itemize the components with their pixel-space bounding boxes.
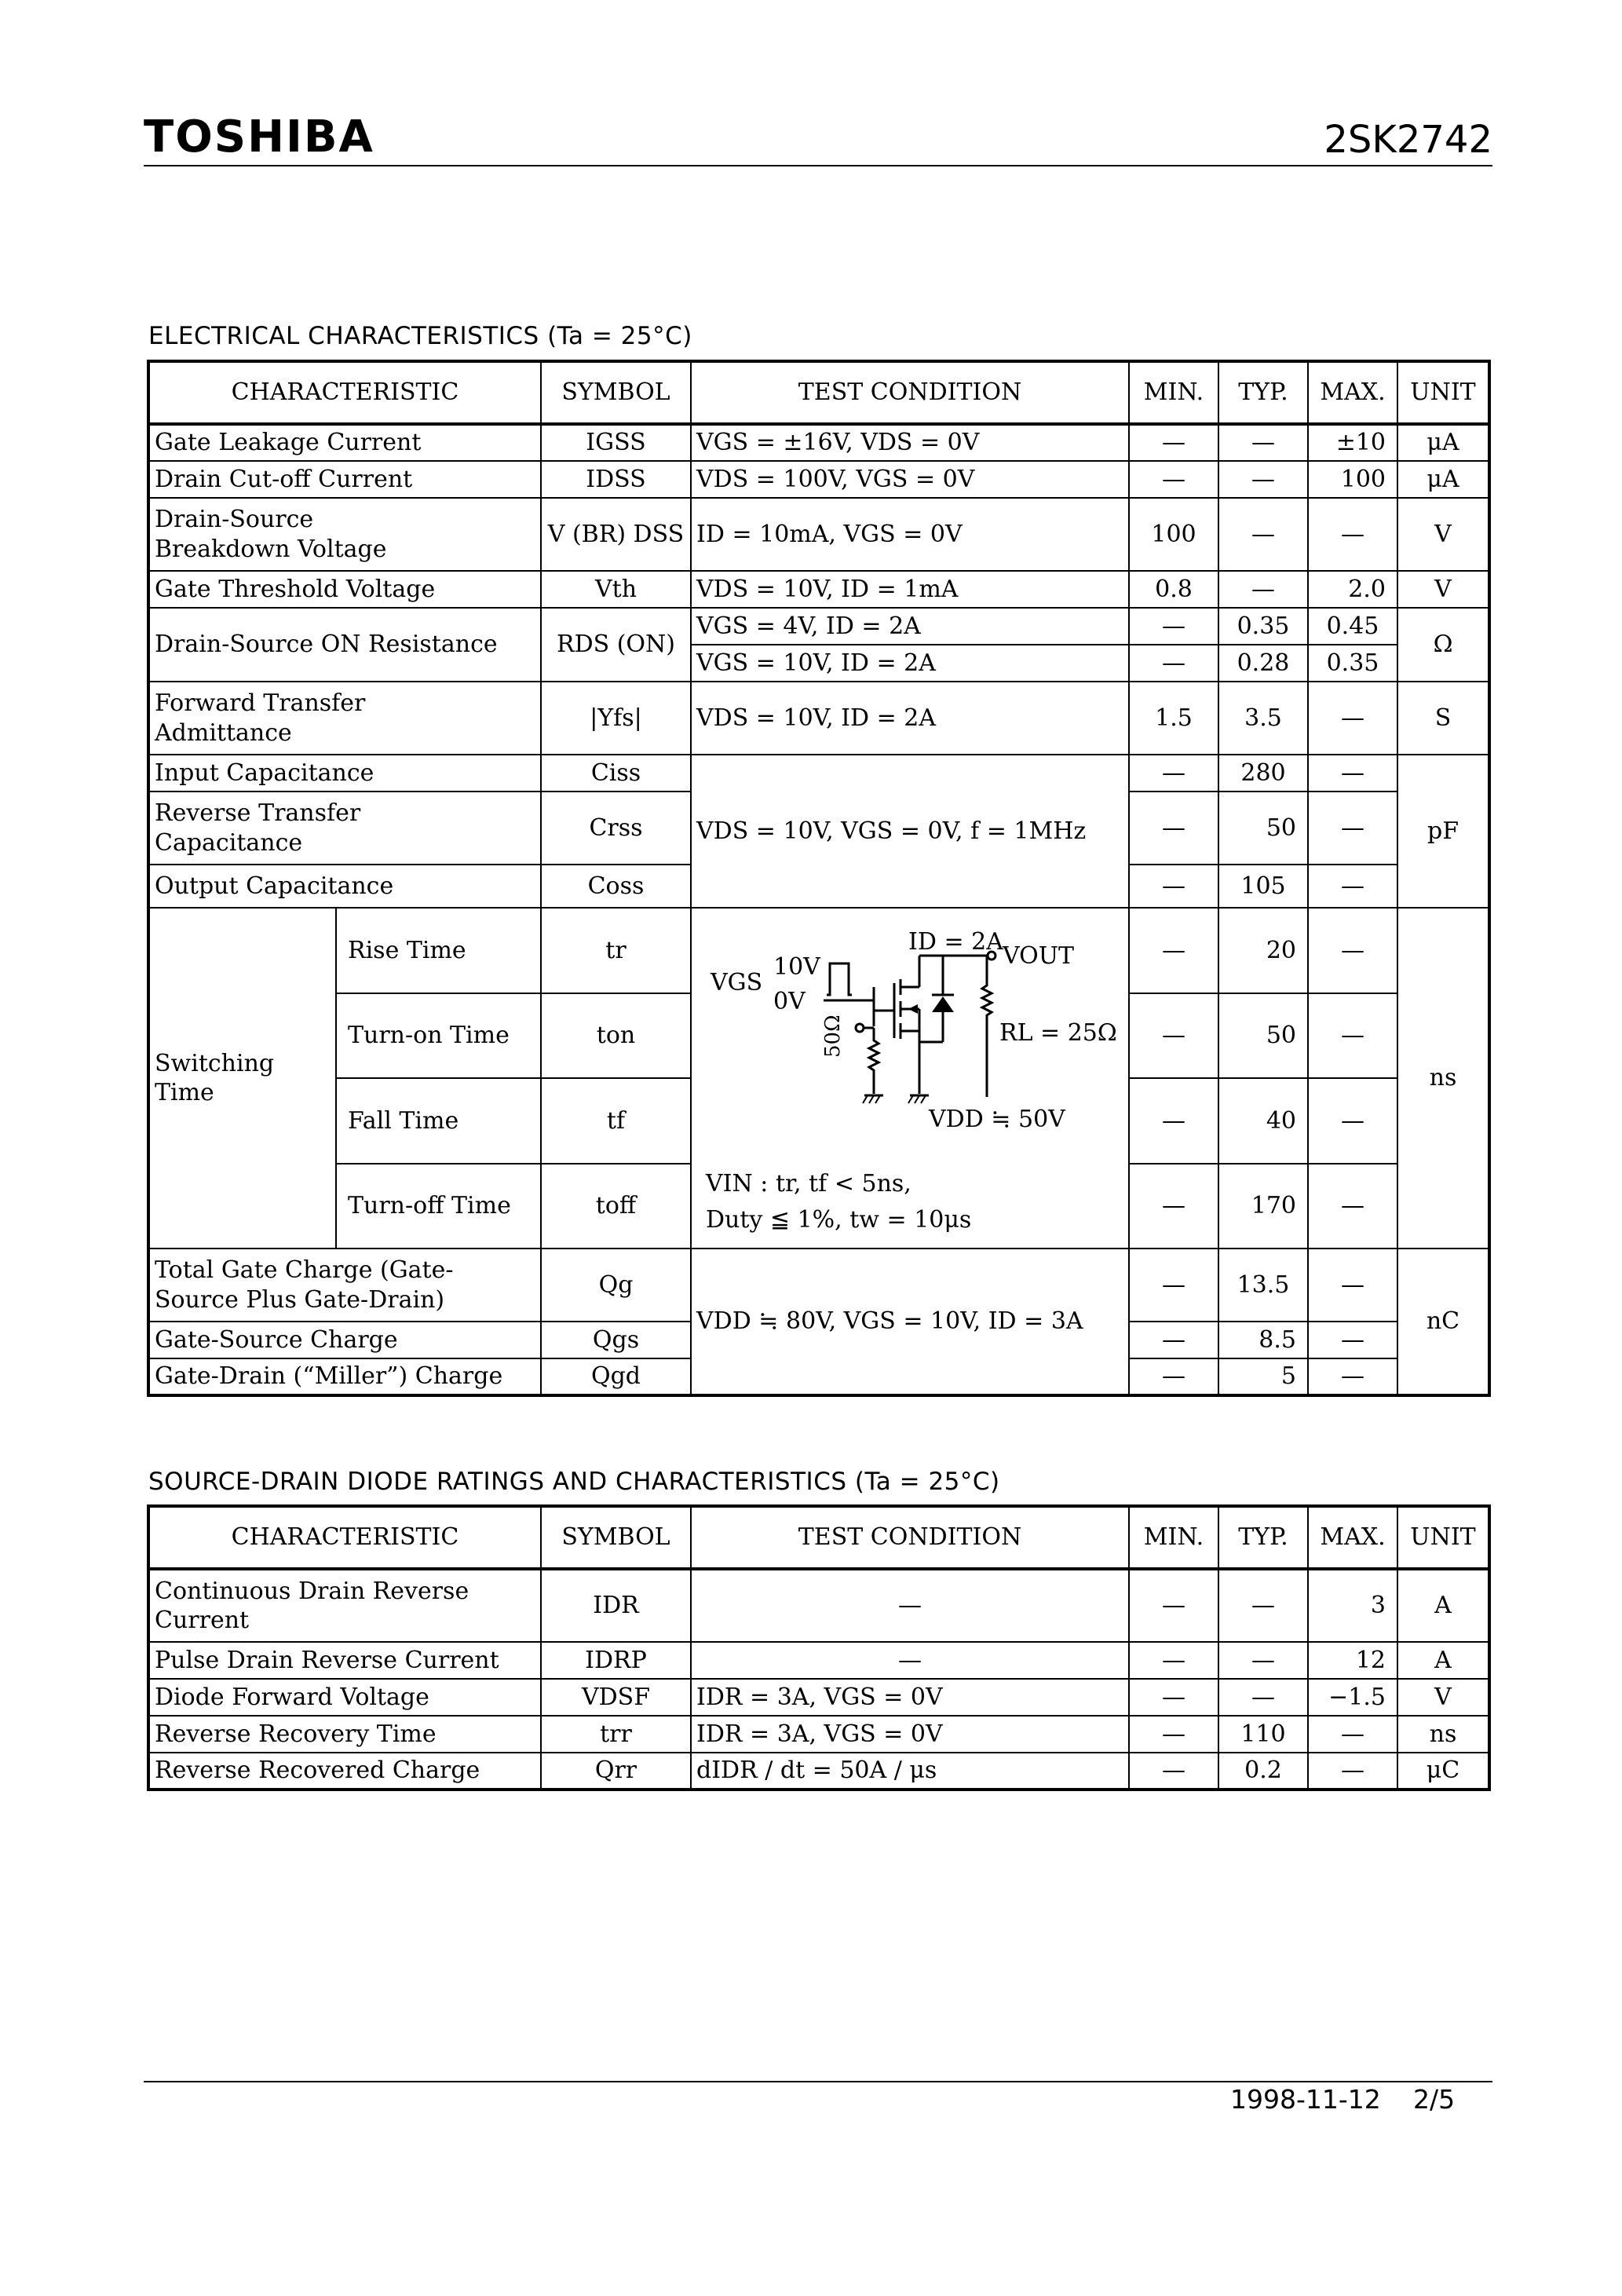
row-unit: A	[1397, 1569, 1489, 1642]
col-symbol: SYMBOL	[541, 1506, 691, 1569]
row-symbol: Qg	[541, 1249, 691, 1322]
col-unit: UNIT	[1397, 361, 1489, 424]
row-characteristic	[148, 682, 541, 755]
row-max: —	[1308, 993, 1397, 1079]
row-characteristic: Reverse Recovery Time	[148, 1716, 541, 1753]
col-max: MAX.	[1308, 361, 1397, 424]
row-max: —	[1308, 755, 1397, 792]
table-row	[148, 1753, 1489, 1790]
table-row	[148, 1249, 1489, 1322]
electrical-section-title: ELECTRICAL CHARACTERISTICS (Ta = 25°C)	[148, 322, 692, 350]
row-max: 100	[1308, 461, 1397, 498]
row-unit: μA	[1397, 461, 1489, 498]
row-typ: —	[1218, 498, 1308, 571]
row-min: —	[1129, 755, 1218, 792]
row-symbol: Coss	[541, 865, 691, 908]
row-typ: 110	[1218, 1716, 1308, 1753]
row-typ: —	[1218, 1642, 1308, 1679]
row-unit: μA	[1397, 424, 1489, 461]
table-row	[148, 908, 1489, 993]
row-min: —	[1129, 1358, 1218, 1395]
diode-section-title: SOURCE-DRAIN DIODE RATINGS AND CHARACTERISTICS (Ta = 25°C)	[148, 1468, 1000, 1496]
row-condition: IDR = 3A, VGS = 0V	[691, 1679, 1129, 1716]
char-line: Time	[155, 1079, 214, 1106]
row-unit: S	[1397, 682, 1489, 755]
row-characteristic: Fall Time	[336, 1078, 541, 1164]
row-symbol: IDR	[541, 1569, 691, 1642]
row-characteristic: Reverse Recovered Charge	[148, 1753, 541, 1790]
footer-date: 1998-11-12	[1230, 2084, 1381, 2115]
char-line: Current	[155, 1607, 250, 1634]
table-header-row	[148, 1506, 1489, 1569]
circuit-label-vout: VOUT	[1003, 942, 1075, 970]
char-line: Capacitance	[155, 828, 303, 857]
table-row	[148, 498, 1489, 571]
row-unit: μC	[1397, 1753, 1489, 1790]
row-typ: 0.35	[1218, 608, 1308, 645]
row-characteristic: Drain-Source ON Resistance	[148, 608, 541, 682]
row-characteristic	[148, 1569, 541, 1642]
row-min: —	[1129, 461, 1218, 498]
switching-test-circuit	[692, 909, 1128, 1248]
row-typ: —	[1218, 1679, 1308, 1716]
row-unit: ns	[1397, 1716, 1489, 1753]
row-unit: pF	[1397, 755, 1489, 908]
row-characteristic: Rise Time	[336, 908, 541, 993]
col-test-condition: TEST CONDITION	[691, 1506, 1129, 1569]
row-typ: —	[1218, 571, 1308, 608]
table-row	[148, 608, 1489, 645]
row-typ: 0.2	[1218, 1753, 1308, 1790]
row-max: 0.35	[1308, 645, 1397, 682]
row-symbol: IDSS	[541, 461, 691, 498]
row-typ: 280	[1218, 755, 1308, 792]
header-rule	[144, 165, 1492, 166]
row-typ: —	[1218, 1569, 1308, 1642]
row-typ: 3.5	[1218, 682, 1308, 755]
col-unit: UNIT	[1397, 1506, 1489, 1569]
table-row	[148, 1569, 1489, 1642]
row-min: 1.5	[1129, 682, 1218, 755]
row-typ: 50	[1218, 792, 1308, 865]
row-min: 100	[1129, 498, 1218, 571]
circuit-label-vgs: VGS	[711, 969, 763, 996]
row-min: —	[1129, 1164, 1218, 1249]
table-row	[148, 424, 1489, 461]
body-diode-icon	[932, 996, 954, 1012]
row-characteristic: Drain Cut-off Current	[148, 461, 541, 498]
table-header-row	[148, 361, 1489, 424]
row-symbol: Crss	[541, 792, 691, 865]
row-condition: —	[691, 1569, 1129, 1642]
circuit-label-rg: 50Ω	[821, 1015, 845, 1058]
row-unit: Ω	[1397, 608, 1489, 682]
brand-logo: TOSHIBA	[144, 112, 374, 163]
col-characteristic: CHARACTERISTIC	[148, 361, 541, 424]
row-condition: VDS = 10V, VGS = 0V, f = 1MHz	[691, 755, 1129, 908]
row-max: —	[1308, 1164, 1397, 1249]
row-min: —	[1129, 424, 1218, 461]
row-typ: 0.28	[1218, 645, 1308, 682]
circuit-note-duty: Duty ≦ 1%, tw = 10μs	[706, 1206, 972, 1234]
row-min: —	[1129, 1322, 1218, 1358]
row-characteristic: Gate-Source Charge	[148, 1322, 541, 1358]
row-symbol: trr	[541, 1716, 691, 1753]
row-characteristic: Diode Forward Voltage	[148, 1679, 541, 1716]
row-min: —	[1129, 993, 1218, 1079]
row-condition: VDD ≒ 80V, VGS = 10V, ID = 3A	[691, 1249, 1129, 1395]
row-max: 2.0	[1308, 571, 1397, 608]
col-symbol: SYMBOL	[541, 361, 691, 424]
char-line: Total Gate Charge (Gate-	[155, 1256, 454, 1284]
row-min: —	[1129, 792, 1218, 865]
char-line: Forward Transfer	[155, 689, 366, 717]
row-max: —	[1308, 682, 1397, 755]
col-min: MIN.	[1129, 361, 1218, 424]
row-characteristic: Gate Threshold Voltage	[148, 571, 541, 608]
row-max: 12	[1308, 1642, 1397, 1679]
char-line: Reverse Transfer	[155, 799, 361, 827]
char-line: Source Plus Gate-Drain)	[155, 1285, 445, 1314]
electrical-characteristics-table	[147, 360, 1491, 1397]
switching-group-label	[148, 908, 336, 1249]
char-line: Switching	[155, 1049, 275, 1077]
circuit-label-v10: 10V	[773, 953, 820, 981]
load-resistor-icon	[982, 978, 992, 1097]
row-characteristic	[148, 1249, 541, 1322]
mosfet-arrow-icon	[908, 1004, 918, 1014]
table-row	[148, 755, 1489, 792]
part-number: 2SK2742	[1324, 118, 1492, 162]
col-typ: TYP.	[1218, 1506, 1308, 1569]
char-line: Continuous Drain Reverse	[155, 1577, 469, 1605]
row-condition: VGS = 10V, ID = 2A	[691, 645, 1129, 682]
row-symbol: Qgd	[541, 1358, 691, 1395]
table-row	[148, 1679, 1489, 1716]
row-max: 3	[1308, 1569, 1397, 1642]
row-condition: VDS = 10V, ID = 1mA	[691, 571, 1129, 608]
row-symbol: RDS (ON)	[541, 608, 691, 682]
table-row	[148, 1716, 1489, 1753]
row-typ: —	[1218, 461, 1308, 498]
row-condition: IDR = 3A, VGS = 0V	[691, 1716, 1129, 1753]
row-min: —	[1129, 1716, 1218, 1753]
row-unit: V	[1397, 1679, 1489, 1716]
row-typ: 170	[1218, 1164, 1308, 1249]
row-min: —	[1129, 1753, 1218, 1790]
table-row	[148, 682, 1489, 755]
row-min: —	[1129, 1679, 1218, 1716]
row-condition: VDS = 10V, ID = 2A	[691, 682, 1129, 755]
footer-rule	[144, 2081, 1492, 2082]
row-condition: VGS = ±16V, VDS = 0V	[691, 424, 1129, 461]
row-min: —	[1129, 1569, 1218, 1642]
footer-page-number: 2/5	[1413, 2084, 1456, 2115]
row-symbol: V (BR) DSS	[541, 498, 691, 571]
row-characteristic: Output Capacitance	[148, 865, 541, 908]
row-symbol: IDRP	[541, 1642, 691, 1679]
row-characteristic	[148, 792, 541, 865]
row-max: ±10	[1308, 424, 1397, 461]
row-characteristic: Turn-off Time	[336, 1164, 541, 1249]
col-max: MAX.	[1308, 1506, 1397, 1569]
row-min: —	[1129, 1078, 1218, 1164]
row-symbol: Vth	[541, 571, 691, 608]
table-row	[148, 461, 1489, 498]
row-characteristic: Turn-on Time	[336, 993, 541, 1079]
row-symbol: tr	[541, 908, 691, 993]
row-min: —	[1129, 608, 1218, 645]
row-characteristic: Gate-Drain (“Miller”) Charge	[148, 1358, 541, 1395]
row-condition: VDS = 100V, VGS = 0V	[691, 461, 1129, 498]
row-typ: 5	[1218, 1358, 1308, 1395]
row-condition: dIDR / dt = 50A / μs	[691, 1753, 1129, 1790]
row-max: 0.45	[1308, 608, 1397, 645]
circuit-label-v0: 0V	[773, 988, 806, 1015]
row-characteristic: Gate Leakage Current	[148, 424, 541, 461]
row-min: —	[1129, 1249, 1218, 1322]
switching-test-circuit-cell	[691, 908, 1129, 1249]
char-line: Breakdown Voltage	[155, 535, 387, 563]
row-min: 0.8	[1129, 571, 1218, 608]
row-max: —	[1308, 1358, 1397, 1395]
row-symbol: ton	[541, 993, 691, 1079]
row-max: −1.5	[1308, 1679, 1397, 1716]
row-unit: ns	[1397, 908, 1489, 1249]
row-max: —	[1308, 498, 1397, 571]
col-typ: TYP.	[1218, 361, 1308, 424]
row-characteristic: Input Capacitance	[148, 755, 541, 792]
row-max: —	[1308, 908, 1397, 993]
row-min: —	[1129, 645, 1218, 682]
table-row	[148, 571, 1489, 608]
row-unit: V	[1397, 498, 1489, 571]
row-typ: 20	[1218, 908, 1308, 993]
row-unit: nC	[1397, 1249, 1489, 1395]
circuit-note-vin: VIN : tr, tf < 5ns,	[706, 1170, 911, 1197]
row-max: —	[1308, 1322, 1397, 1358]
row-typ: 8.5	[1218, 1322, 1308, 1358]
row-max: —	[1308, 1753, 1397, 1790]
row-characteristic	[148, 498, 541, 571]
row-typ: 40	[1218, 1078, 1308, 1164]
char-line: Drain-Source	[155, 506, 314, 533]
input-pulse-icon	[827, 963, 852, 995]
row-max: —	[1308, 1249, 1397, 1322]
row-typ: 105	[1218, 865, 1308, 908]
table-row	[148, 1642, 1489, 1679]
col-characteristic: CHARACTERISTIC	[148, 1506, 541, 1569]
col-test-condition: TEST CONDITION	[691, 361, 1129, 424]
row-typ: —	[1218, 424, 1308, 461]
row-min: —	[1129, 1642, 1218, 1679]
row-symbol: tf	[541, 1078, 691, 1164]
row-typ: 50	[1218, 993, 1308, 1079]
row-symbol: |Yfs|	[541, 682, 691, 755]
gate-resistor-icon	[869, 1028, 879, 1094]
row-symbol: VDSF	[541, 1679, 691, 1716]
row-max: —	[1308, 1078, 1397, 1164]
row-symbol: Ciss	[541, 755, 691, 792]
col-min: MIN.	[1129, 1506, 1218, 1569]
circuit-label-id: ID = 2A	[908, 928, 1003, 956]
diode-characteristics-table	[147, 1504, 1491, 1791]
row-max: —	[1308, 865, 1397, 908]
row-condition: —	[691, 1642, 1129, 1679]
row-condition: VGS = 4V, ID = 2A	[691, 608, 1129, 645]
row-symbol: IGSS	[541, 424, 691, 461]
row-max: —	[1308, 1716, 1397, 1753]
row-characteristic: Pulse Drain Reverse Current	[148, 1642, 541, 1679]
row-condition: ID = 10mA, VGS = 0V	[691, 498, 1129, 571]
row-symbol: toff	[541, 1164, 691, 1249]
row-max: —	[1308, 792, 1397, 865]
circuit-label-vdd: VDD ≒ 50V	[929, 1106, 1065, 1133]
circuit-label-rl: RL = 25Ω	[999, 1019, 1117, 1047]
row-min: —	[1129, 908, 1218, 993]
row-unit: A	[1397, 1642, 1489, 1679]
row-typ: 13.5	[1218, 1249, 1308, 1322]
char-line: Admittance	[155, 718, 292, 747]
row-symbol: Qrr	[541, 1753, 691, 1790]
row-min: —	[1129, 865, 1218, 908]
row-unit: V	[1397, 571, 1489, 608]
row-symbol: Qgs	[541, 1322, 691, 1358]
